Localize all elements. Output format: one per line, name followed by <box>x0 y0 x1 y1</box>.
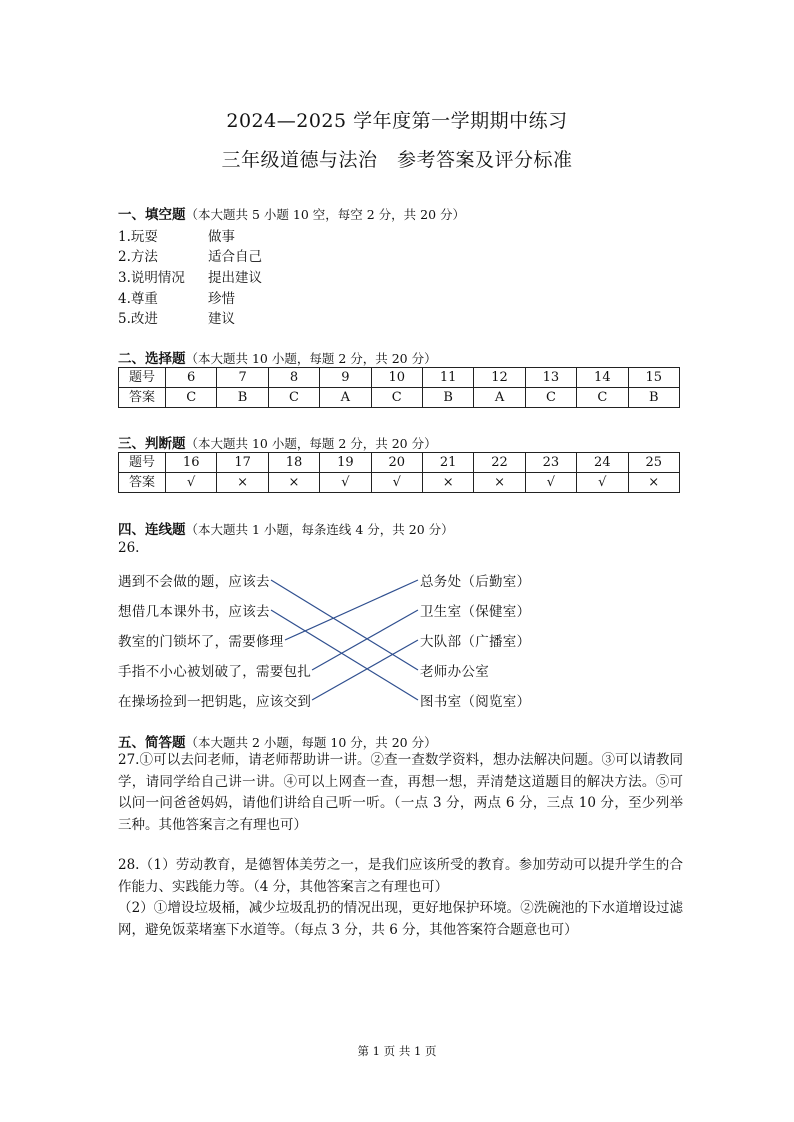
match-right-item: 总务处（后勤室） <box>420 574 531 590</box>
match-left-item: 教室的门锁坏了，需要修理 <box>118 634 284 650</box>
table-cell: 15 <box>628 368 679 388</box>
fill-item-label: 2.方法 <box>118 249 158 265</box>
table-row-label: 答案 <box>119 388 166 408</box>
section5-heading: 五、简答题 <box>118 735 186 751</box>
table-cell: √ <box>320 473 371 493</box>
table-cell: 23 <box>525 453 576 473</box>
section1-note: （本大题共 5 小题 10 空，每空 2 分，共 20 分） <box>185 207 466 222</box>
table-cell: 8 <box>268 368 319 388</box>
table-cell: 12 <box>474 368 525 388</box>
table-cell: 11 <box>422 368 473 388</box>
fill-item-label: 5.改进 <box>118 311 158 327</box>
fill-item-answer: 提出建议 <box>208 270 262 286</box>
answer-27: 27.①可以去问老师，请老师帮助讲一讲。②查一查数学资料，想办法解决问题。③可以请教同学，请同学给自己讲一讲。④可以上网查一查，再想一想，弄清楚这道题目的解决方法。⑤可以问一问爸爸妈妈，请他们讲给自己听一听。（一点 3 分，两点 6 分，三点 10 分，至少列举三种。其他答案言之有理也可） <box>118 752 683 833</box>
table-cell: × <box>422 473 473 493</box>
table-cell: × <box>217 473 268 493</box>
table-cell: × <box>474 473 525 493</box>
table-cell: C <box>371 388 422 408</box>
table-row-label: 答案 <box>119 473 166 493</box>
table-cell: 25 <box>628 453 679 473</box>
table-cell: 9 <box>320 368 371 388</box>
section2-heading: 二、选择题 <box>118 351 186 367</box>
table-cell: √ <box>166 473 217 493</box>
table-cell: 10 <box>371 368 422 388</box>
table-cell: B <box>422 388 473 408</box>
match-right-item: 大队部（广播室） <box>420 634 531 650</box>
section5-heading-line <box>118 731 437 751</box>
fill-item-answer: 适合自己 <box>208 249 262 265</box>
table-cell: A <box>474 388 525 408</box>
fill-item-label: 3.说明情况 <box>118 270 185 286</box>
table-cell: B <box>628 388 679 408</box>
table-cell: C <box>268 388 319 408</box>
answer-28-part2: （2）①增设垃圾桶，减少垃圾乱扔的情况出现，更好地保护环境。②洗碗池的下水道增设过滤网，避免饭菜堵塞下水道等。（每点 3 分，共 6 分，其他答案符合题意也可） <box>118 900 683 938</box>
fill-item-answer: 做事 <box>208 229 235 245</box>
section4-heading: 四、连线题 <box>118 522 186 538</box>
table-cell: 7 <box>217 368 268 388</box>
fill-item-answer: 珍惜 <box>208 291 235 307</box>
match-line <box>271 610 418 700</box>
table-cell: 13 <box>525 368 576 388</box>
table-cell: 17 <box>217 453 268 473</box>
table-cell: × <box>268 473 319 493</box>
fill-item-label: 1.玩耍 <box>118 229 158 245</box>
table-cell: C <box>525 388 576 408</box>
section3-note: （本大题共 10 小题，每题 2 分，共 20 分） <box>185 436 437 451</box>
match-left-item: 在操场捡到一把钥匙，应该交到 <box>118 694 312 710</box>
match-left-item: 遇到不会做的题，应该去 <box>118 574 270 590</box>
match-left-item: 手指不小心被划破了，需要包扎 <box>118 664 312 680</box>
table-cell: 19 <box>320 453 371 473</box>
section3-heading: 三、判断题 <box>118 436 186 452</box>
table-cell: A <box>320 388 371 408</box>
fill-item-label: 4.尊重 <box>118 291 158 307</box>
table-cell: 16 <box>166 453 217 473</box>
table-row-label: 题号 <box>119 453 166 473</box>
table-cell: 22 <box>474 453 525 473</box>
answer-28-part1: 28.（1）劳动教育，是德智体美劳之一，是我们应该所受的教育。参加劳动可以提升学生的合作能力、实践能力等。（4 分，其他答案言之有理也可） <box>118 857 683 895</box>
table-cell: √ <box>371 473 422 493</box>
match-line <box>312 610 418 670</box>
section2-note: （本大题共 10 小题，每题 2 分，共 20 分） <box>185 351 437 366</box>
table-cell: × <box>628 473 679 493</box>
match-line <box>312 640 418 700</box>
table-row-label: 题号 <box>119 368 166 388</box>
table-cell: C <box>577 388 628 408</box>
table-cell: √ <box>525 473 576 493</box>
table-cell: 14 <box>577 368 628 388</box>
section4-note: （本大题共 1 小题，每条连线 4 分，共 20 分） <box>185 522 454 537</box>
match-line <box>285 580 418 640</box>
table-cell: 24 <box>577 453 628 473</box>
page-subtitle: 三年级道德与法治 参考答案及评分标准 <box>221 149 573 171</box>
table-cell: 6 <box>166 368 217 388</box>
fill-item-answer: 建议 <box>208 311 235 327</box>
section1-heading: 一、填空题 <box>118 207 186 223</box>
table-cell: B <box>217 388 268 408</box>
match-left-item: 想借几本课外书，应该去 <box>118 604 270 620</box>
page-number: 第 1 页 共 1 页 <box>357 1044 437 1058</box>
match-line <box>271 580 418 670</box>
table-cell: C <box>166 388 217 408</box>
match-right-item: 老师办公室 <box>420 664 489 680</box>
question-number: 26. <box>118 540 140 556</box>
table-cell: 20 <box>371 453 422 473</box>
table-cell: √ <box>577 473 628 493</box>
page-title: 2024—2025 学年度第一学期期中练习 <box>226 110 568 132</box>
table-cell: 18 <box>268 453 319 473</box>
match-right-item: 图书室（阅览室） <box>420 694 531 710</box>
table-cell: 21 <box>422 453 473 473</box>
section5-note: （本大题共 2 小题，每题 10 分，共 20 分） <box>185 735 437 750</box>
match-right-item: 卫生室（保健室） <box>420 604 531 620</box>
